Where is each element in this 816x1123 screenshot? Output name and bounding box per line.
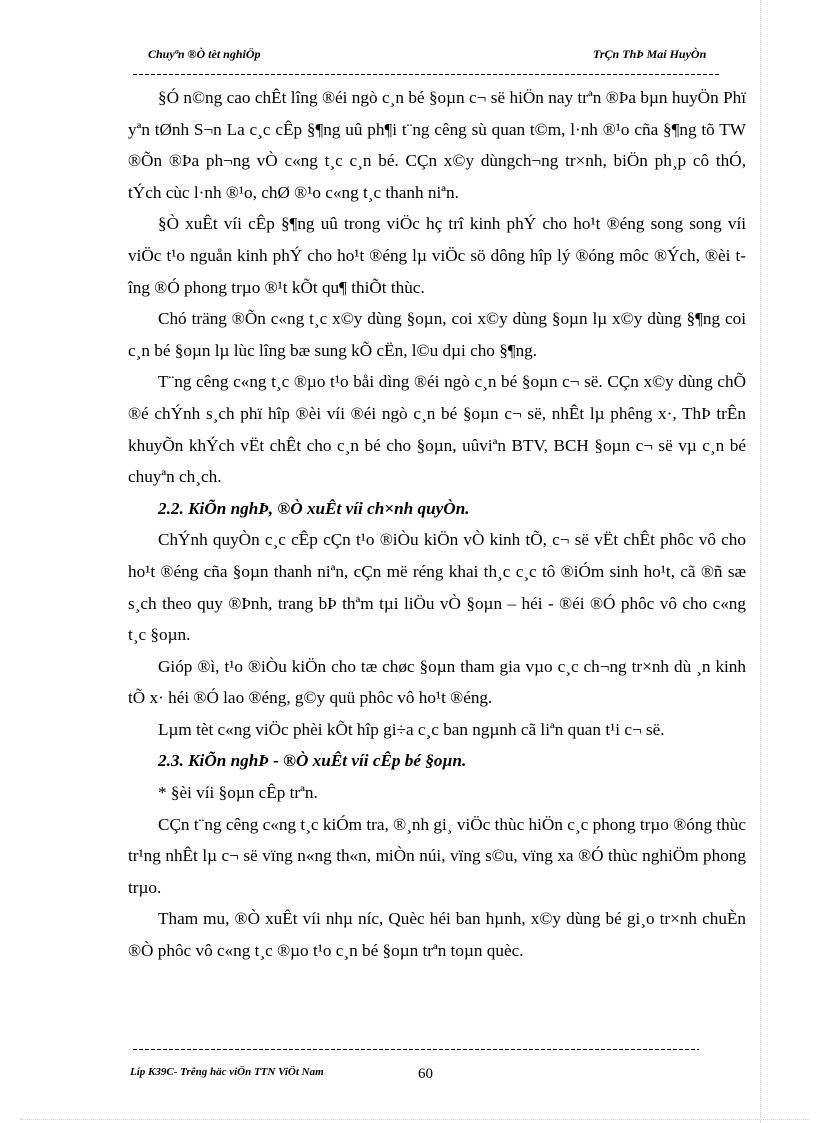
section-heading: 2.2. KiÕn nghÞ, ®Ò xuÊt víi ch×nh quyÒn. bbox=[158, 498, 470, 518]
paragraph: Chó träng ®Õn c«ng t¸c x©y dùng §oµn, coi x©y dùng §oµn lµ x©y dùng §¶ng coi c¸n bé §oµn lµ lùc lîng bæ sung kÕ cËn, l©u dµi cho §¶ng. bbox=[128, 309, 746, 360]
page-edge-guide bbox=[760, 0, 761, 1123]
header-rule bbox=[133, 70, 721, 75]
page-number: 60 bbox=[418, 1066, 433, 1082]
paragraph: §Ò xuÊt víi cÊp §¶ng uû trong viÖc hç trî kinh phÝ cho ho¹t ®éng song song víi viÖc t¹o nguån kinh phÝ cho ho¹t ®éng lµ viÖc sö dông hîp lý ®óng môc ®Ých, ®èi tîng ®Ó phong trµo ®¹t kÕt qu¶ thiÕt thùc. bbox=[128, 214, 746, 297]
paragraph: ChÝnh quyÒn c¸c cÊp cÇn t¹o ®iÒu kiÖn vÒ kinh tÕ, c¬ së vËt chÊt phôc vô cho ho¹t ®éng cña §oµn thanh niªn, cÇn më réng khai th¸c c¸c tô ®iÓm sinh ho¹t, cã ®ñ sæ s¸ch theo quy ®Þnh, trang bÞ thªm tµi liÖu vÒ §oµn – héi - ®éi ®Ó phôc vô cho c«ng t¸c §oµn. bbox=[128, 530, 746, 645]
paragraph: Gióp ®ì, t¹o ®iÒu kiÖn cho tæ chøc §oµn tham gia vµo c¸c ch¬ng tr×nh dù ¸n kinh tÕ x· héi ®Ó lao ®éng, g©y quü phôc vô ho¹t ®éng. bbox=[128, 656, 746, 708]
paragraph: §Ó n©ng cao chÊt lîng ®éi ngò c¸n bé §oµn c¬ së hiÖn nay trªn ®Þa bµn huyÖn Phï yªn tØnh S¬n La c¸c cÊp §¶ng uû ph¶i t¨ng cêng sù quan t©m, l·nh ®¹o cña §¶ng tõ TW ®Õn ®Þa ph¬ng vÒ c«ng t¸c c¸n bé. CÇn x©y dùngch¬ng tr×nh, biÖn ph¸p cô thÓ, tÝch cùc l·nh ®¹o, chØ ®¹o c«ng t¸c thanh niªn. bbox=[128, 88, 746, 202]
paragraph: CÇn t¨ng cêng c«ng t¸c kiÓm tra, ®¸nh gi¸ viÖc thùc hiÖn c¸c phong trµo ®óng thùc tr¹ng nhÊt lµ c¬ së vïng n«ng th«n, miÒn núi, vïng s©u, vïng xa ®Ó thùc nghiÖm phong trµo. bbox=[128, 814, 746, 897]
page-bottom-guide bbox=[20, 1119, 810, 1120]
paragraph: Lµm tèt c«ng viÖc phèi kÕt hîp gi÷a c¸c ban ngµnh cã liªn quan t¹i c¬ së. bbox=[158, 719, 665, 739]
header-right: TrÇn ThÞ Mai HuyÒn bbox=[593, 47, 707, 61]
paragraph: Tham mu, ®Ò xuÊt víi nhµ níc, Quèc héi ban hµnh, x©y dùng bé gi¸o tr×nh chuÈn ®Ò phôc vô c«ng t¸c ®µo t¹o c¸n bé §oµn trªn toµn quèc. bbox=[128, 909, 746, 961]
header-left: Chuyªn ®Ò tèt nghiÖp bbox=[148, 47, 261, 61]
section-heading: 2.3. KiÕn nghÞ - ®Ò xuÊt víi cÊp bé §oµn. bbox=[158, 751, 467, 771]
document-body bbox=[128, 82, 746, 967]
paragraph: T¨ng cêng c«ng t¸c ®µo t¹o båi dìng ®éi ngò c¸n bé §oµn c¬ së. CÇn x©y dùng chÕ ®é chÝnh s¸ch phï hîp ®èi víi ®éi ngò c¸n bé §oµn c¬ së, nhÊt lµ phêng x·, ThÞ trÊn khuyÕn khÝch vËt chÊt cho c¸n bé cho §oµn, uûviªn BTV, BCH §oµn c¬ së vµ c¸n bé chuyªn ch¸ch. bbox=[128, 372, 746, 487]
footer-left: Líp K39C- Trêng häc viÖn TTN ViÖt Nam bbox=[130, 1066, 324, 1078]
footer-rule bbox=[133, 1045, 699, 1050]
paragraph: * §èi víi §oµn cÊp trªn. bbox=[158, 783, 318, 803]
